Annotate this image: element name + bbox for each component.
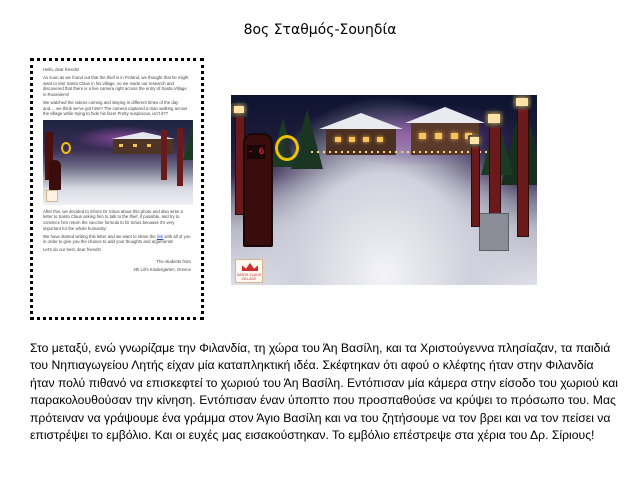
story-paragraph: Στο μεταξύ, ενώ γνωρίζαμε την Φιλανδία, τη χώρα του Άη Βασίλη, και τα Χριστούγεννα πλησίαζαν, τα παιδιά του Νηπιαγωγείου Λητής είχαν μία καταπληκτική ιδέα. Σκέφτηκαν ότι αφού ο κλέφτης ήταν στην Φιλανδία ήταν πολύ πιθανό να επισκεφτεί το χωριού του Άη Βασίλη. Εντόπισαν μία κάμερα στην είσοδο του χωριού και παρακολουθούσαν την κίνηση. Εντόπισαν έναν ύποπτο που προσπαθούσε να κρύψει το πρόσωπο του. Μας πρότειναν να γράψουμε ένα γράμμα στον Άγιο Βασίλη και να του ζητήσουμε να τον βρει και να τον πείσει να επιστρέψει το εμβόλιο. Και οι ευχές μας εισακούστηκαν. Το εμβόλιο επέστρεψε στα χέρια του Δρ. Σίριους! xyxy=(30,341,618,443)
letter-greeting: Hello, dear friends! xyxy=(43,67,80,72)
letter-paragraph-2: We watched the videos coming and staying in different times of the day and.... we think we've got him!!! The camera captured a man walking across the village while trying to hide his face! Pretty suspicious, isn't it?? xyxy=(43,99,188,117)
village-logo: SANTA CLAUS VILLAGE xyxy=(235,259,263,283)
letter-signature-2: 4th Lili's Kindergarten, Greece xyxy=(133,267,191,272)
letter-paragraph-1: As soon as we found out that the thief is in Finland, we thought that he might want to visit Santa Claus in his village, so we made our research and discovered that there is a live camera right across the entry of Santa Village in Rovaniemi! xyxy=(43,75,189,97)
letter-signature-1: The students from xyxy=(156,258,191,264)
letter-link[interactable]: link xyxy=(156,233,164,239)
suspect-figure xyxy=(284,141,290,155)
village-logo-small xyxy=(46,190,58,202)
camera-photo xyxy=(231,95,537,285)
letter-closing: Let's do our best, dear friends! xyxy=(43,247,101,253)
suspect-marker-small xyxy=(61,142,71,154)
letter-paragraph-4: We have started writing this letter and we want to share the link with all of you in order to give you the chance to add your thoughts and arguments! xyxy=(43,233,191,245)
letter-camera-photo xyxy=(43,120,193,205)
letter-panel xyxy=(30,58,204,320)
entry-sign-display: - 6 xyxy=(247,147,265,157)
letter-paragraph-3: After this, we decided to inform Dr Sirius about this photo and also write a letter to Santa Claus asking him to talk to the thief, if possible, and try to convince him return the vaccine formula to Dr Sirius because it's very important for the whole humanity! xyxy=(43,208,183,231)
slide-title: 8ος Σταθμός-Σουηδία xyxy=(243,22,397,38)
